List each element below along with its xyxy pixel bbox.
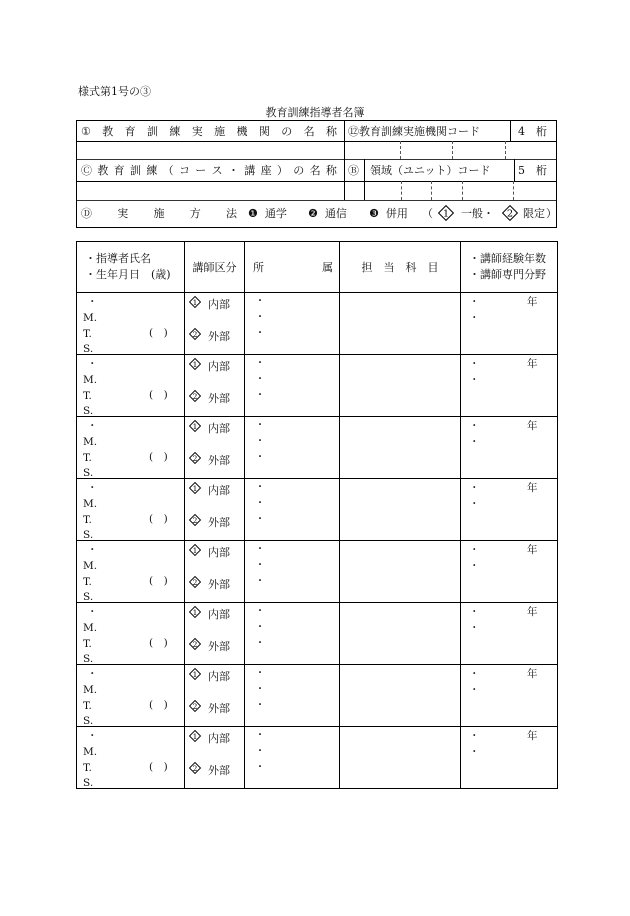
label-char: ス xyxy=(211,164,223,177)
affiliation-bullet: ・ xyxy=(255,482,265,493)
name-cell[interactable] xyxy=(77,603,185,665)
era-taisho: T. xyxy=(83,576,92,588)
affiliation-header xyxy=(245,242,340,293)
era-meiji: M. xyxy=(83,684,98,696)
age-paren: ( ) xyxy=(149,513,168,525)
name-bullet: ・ xyxy=(87,420,98,432)
code-cell-divider xyxy=(401,181,402,200)
page-title: 教育訓練指導者名簿 xyxy=(265,106,365,119)
diamond-2-icon[interactable] xyxy=(189,576,201,588)
label-char: コ xyxy=(178,164,190,177)
divider xyxy=(514,159,515,181)
kubun-cell[interactable] xyxy=(185,727,245,789)
divider xyxy=(77,159,556,160)
subject-cell[interactable] xyxy=(340,541,461,603)
name-header-line2: ・生年月日 (歳) xyxy=(85,268,171,281)
diamond-1-icon[interactable] xyxy=(189,296,201,308)
name-bullet: ・ xyxy=(87,544,98,556)
subject-cell[interactable] xyxy=(340,727,461,789)
subject-cell[interactable] xyxy=(340,479,461,541)
affiliation-bullet: ・ xyxy=(255,328,265,339)
method-option-3 xyxy=(369,208,408,219)
internal-label: 内部 xyxy=(208,360,230,373)
field-bullet: ・ xyxy=(469,312,480,324)
institution-name-label xyxy=(81,126,337,137)
years-unit: 年 xyxy=(527,358,538,370)
subject-cell[interactable] xyxy=(340,603,461,665)
internal-label: 内部 xyxy=(208,670,230,683)
label-char: 称 xyxy=(325,164,337,177)
svg-text:2: 2 xyxy=(506,208,514,220)
label-char: 実 xyxy=(117,207,129,220)
label-char: 実 xyxy=(191,125,203,138)
label-char: 育 xyxy=(113,164,125,177)
label-char: 訓 xyxy=(129,164,141,177)
years-unit: 年 xyxy=(527,544,538,556)
table-header-row xyxy=(77,242,558,293)
diamond-2-icon[interactable] xyxy=(189,328,201,340)
affiliation-bullet: ・ xyxy=(255,452,265,463)
age-paren: ( ) xyxy=(149,699,168,711)
diamond-2-icon[interactable] xyxy=(189,762,201,774)
method-label: 通学 xyxy=(264,207,287,220)
affiliation-cell[interactable] xyxy=(245,355,340,417)
table-row xyxy=(77,727,558,789)
affiliation-cell[interactable] xyxy=(245,479,340,541)
era-showa: S. xyxy=(83,405,94,417)
diamond-1-icon[interactable] xyxy=(189,544,201,556)
field-bullet: ・ xyxy=(469,560,480,572)
svg-text:2: 2 xyxy=(192,577,198,587)
table-row xyxy=(77,665,558,727)
internal-label: 内部 xyxy=(208,484,230,497)
diamond-1-icon[interactable] xyxy=(189,606,201,618)
kubun-cell[interactable] xyxy=(185,665,245,727)
subject-cell[interactable] xyxy=(340,417,461,479)
affiliation-cell[interactable] xyxy=(245,603,340,665)
era-showa: S. xyxy=(83,777,94,789)
divider xyxy=(77,181,556,182)
affiliation-bullet: ・ xyxy=(255,638,265,649)
name-header-line1: ・指導者氏名 xyxy=(85,252,151,265)
code-cell-divider xyxy=(431,181,432,200)
label-char: 機 xyxy=(236,125,248,138)
diamond-2-icon xyxy=(502,205,518,221)
affiliation-cell[interactable] xyxy=(245,541,340,603)
svg-text:1: 1 xyxy=(192,421,198,431)
name-bullet: ・ xyxy=(87,482,98,494)
label-char: 練 xyxy=(169,125,181,138)
institution-code-digits: 4 桁 xyxy=(518,125,547,138)
experience-bullet: ・ xyxy=(469,730,480,742)
affiliation-bullet: ・ xyxy=(255,312,265,323)
label-char: 方 xyxy=(189,207,201,220)
age-paren: ( ) xyxy=(149,327,168,339)
experience-cell[interactable] xyxy=(461,541,558,603)
name-cell[interactable] xyxy=(77,479,185,541)
age-paren: ( ) xyxy=(149,451,168,463)
era-taisho: T. xyxy=(83,514,92,526)
subject-header-label: 担 当 科 目 xyxy=(361,261,439,274)
name-cell[interactable] xyxy=(77,665,185,727)
affiliation-bullet: ・ xyxy=(255,606,265,617)
course-name-label xyxy=(81,165,337,176)
name-cell[interactable] xyxy=(77,355,185,417)
age-paren: ( ) xyxy=(149,389,168,401)
experience-cell[interactable] xyxy=(461,417,558,479)
name-bullet: ・ xyxy=(87,730,98,742)
label-char: 講 xyxy=(244,164,256,177)
name-bullet: ・ xyxy=(87,296,98,308)
kubun-cell[interactable] xyxy=(185,355,245,417)
svg-text:2: 2 xyxy=(192,763,198,773)
experience-cell[interactable] xyxy=(461,355,558,417)
field-bullet: ・ xyxy=(469,622,480,634)
table-row xyxy=(77,355,558,417)
affiliation-bullet: ・ xyxy=(255,762,265,773)
field-bullet: ・ xyxy=(469,684,480,696)
diamond-2-icon[interactable] xyxy=(189,514,201,526)
svg-text:1: 1 xyxy=(192,607,198,617)
svg-text:2: 2 xyxy=(192,391,198,401)
age-paren: ( ) xyxy=(149,575,168,587)
era-taisho: T. xyxy=(83,328,92,340)
affiliation-bullet: ・ xyxy=(255,374,265,385)
table-row xyxy=(77,479,558,541)
svg-text:1: 1 xyxy=(192,297,198,307)
experience-header-line1: ・講師経験年数 xyxy=(469,252,546,265)
subject-cell[interactable] xyxy=(340,293,461,355)
diamond-1-icon[interactable] xyxy=(189,730,201,742)
diamond-1-icon[interactable] xyxy=(189,668,201,680)
method-label: 通信 xyxy=(324,207,347,220)
institution-code-label: ⑫教育訓練実施機関コード xyxy=(348,125,480,138)
affiliation-bullet: ・ xyxy=(255,420,265,431)
domain-code-digits: 5 桁 xyxy=(518,164,547,177)
affiliation-header-right: 属 xyxy=(322,261,333,274)
table-row xyxy=(77,417,558,479)
era-meiji: M. xyxy=(83,374,98,386)
experience-cell[interactable] xyxy=(461,479,558,541)
delivery-method-label xyxy=(81,208,237,219)
experience-bullet: ・ xyxy=(469,606,480,618)
affiliation-bullet: ・ xyxy=(255,746,265,757)
era-meiji: M. xyxy=(83,436,98,448)
era-meiji: M. xyxy=(83,560,98,572)
kubun-header xyxy=(185,242,245,293)
svg-text:1: 1 xyxy=(192,669,198,679)
diamond-1-icon[interactable] xyxy=(189,358,201,370)
experience-bullet: ・ xyxy=(469,482,480,494)
years-unit: 年 xyxy=(527,296,538,308)
affiliation-bullet: ・ xyxy=(255,390,265,401)
name-bullet: ・ xyxy=(87,358,98,370)
header-box xyxy=(76,120,557,228)
affiliation-bullet: ・ xyxy=(255,668,265,679)
svg-text:1: 1 xyxy=(192,731,198,741)
diamond-2-icon[interactable] xyxy=(189,390,201,402)
label-char: 名 xyxy=(303,125,315,138)
internal-label: 内部 xyxy=(208,608,230,621)
diamond-1-icon[interactable] xyxy=(189,420,201,432)
years-unit: 年 xyxy=(527,730,538,742)
diamond-2-icon[interactable] xyxy=(189,638,201,650)
divider xyxy=(77,200,556,201)
label-char: 訓 xyxy=(147,125,158,138)
label-char: 法 xyxy=(226,207,237,220)
open-paren: （ xyxy=(422,207,433,220)
label-char: ー xyxy=(195,164,207,177)
label-char: の xyxy=(281,125,293,138)
experience-cell[interactable] xyxy=(461,603,558,665)
table-row xyxy=(77,603,558,665)
kubun-header-label: 講師区分 xyxy=(192,261,237,274)
divider xyxy=(510,121,511,141)
general-label: 一般・ xyxy=(461,207,494,220)
era-showa: S. xyxy=(83,715,94,727)
label-char: ・ xyxy=(227,164,239,177)
age-paren: ( ) xyxy=(149,761,168,773)
svg-text:2: 2 xyxy=(192,329,198,339)
name-cell[interactable] xyxy=(77,727,185,789)
filled-circle-1-icon: ❶ xyxy=(248,207,258,220)
label-char: （ xyxy=(162,164,174,177)
label-char: 教 xyxy=(97,164,109,177)
label-char: Ⓒ xyxy=(81,164,92,177)
experience-bullet: ・ xyxy=(469,420,480,432)
subject-cell[interactable] xyxy=(340,665,461,727)
years-unit: 年 xyxy=(527,668,538,680)
affiliation-bullet: ・ xyxy=(255,700,265,711)
label-char: の xyxy=(293,164,305,177)
name-cell[interactable] xyxy=(77,417,185,479)
affiliation-cell[interactable] xyxy=(245,417,340,479)
external-label: 外部 xyxy=(208,454,230,467)
code-cell-divider xyxy=(462,181,463,200)
affiliation-bullet: ・ xyxy=(255,730,265,741)
experience-header xyxy=(461,242,558,293)
affiliation-cell[interactable] xyxy=(245,727,340,789)
affiliation-bullet: ・ xyxy=(255,514,265,525)
method-option-1 xyxy=(248,208,287,219)
label-char: 座 xyxy=(260,164,272,177)
diamond-1-icon[interactable] xyxy=(189,482,201,494)
external-label: 外部 xyxy=(208,578,230,591)
form-number: 様式第1号の③ xyxy=(78,85,151,98)
external-label: 外部 xyxy=(208,392,230,405)
affiliation-cell[interactable] xyxy=(245,293,340,355)
kubun-cell[interactable] xyxy=(185,417,245,479)
external-label: 外部 xyxy=(208,764,230,777)
affiliation-header-left: 所 xyxy=(253,261,264,274)
table-row xyxy=(77,293,558,355)
instructor-table xyxy=(76,241,558,789)
era-taisho: T. xyxy=(83,452,92,464)
field-bullet: ・ xyxy=(469,374,480,386)
svg-text:2: 2 xyxy=(192,515,198,525)
affiliation-bullet: ・ xyxy=(255,436,265,447)
divider xyxy=(344,121,345,200)
svg-text:1: 1 xyxy=(442,208,450,220)
name-cell[interactable] xyxy=(77,541,185,603)
svg-text:1: 1 xyxy=(192,359,198,369)
name-header xyxy=(77,242,185,293)
affiliation-bullet: ・ xyxy=(255,358,265,369)
kubun-cell[interactable] xyxy=(185,603,245,665)
era-showa: S. xyxy=(83,467,94,479)
label-char: ① xyxy=(81,125,91,138)
kubun-cell[interactable] xyxy=(185,479,245,541)
subject-header xyxy=(340,242,461,293)
era-taisho: T. xyxy=(83,762,92,774)
kubun-cell[interactable] xyxy=(185,541,245,603)
domain-code-label: Ⓑ 領域（ユニット）コード xyxy=(348,164,491,177)
years-unit: 年 xyxy=(527,606,538,618)
era-meiji: M. xyxy=(83,312,98,324)
era-meiji: M. xyxy=(83,746,98,758)
internal-label: 内部 xyxy=(208,546,230,559)
internal-label: 内部 xyxy=(208,732,230,745)
era-taisho: T. xyxy=(83,638,92,650)
field-bullet: ・ xyxy=(469,746,480,758)
label-char: 関 xyxy=(258,125,270,138)
label-char: 教 xyxy=(102,125,114,138)
affiliation-cell[interactable] xyxy=(245,665,340,727)
label-char: 育 xyxy=(124,125,136,138)
external-label: 外部 xyxy=(208,516,230,529)
experience-bullet: ・ xyxy=(469,358,480,370)
label-char: 練 xyxy=(146,164,158,177)
era-taisho: T. xyxy=(83,390,92,402)
experience-header-line2: ・講師専門分野 xyxy=(469,268,546,281)
internal-label: 内部 xyxy=(208,422,230,435)
diamond-1-icon xyxy=(438,205,454,221)
experience-bullet: ・ xyxy=(469,668,480,680)
code-cell-divider xyxy=(505,141,506,159)
svg-text:1: 1 xyxy=(192,545,198,555)
era-showa: S. xyxy=(83,343,94,355)
years-unit: 年 xyxy=(527,420,538,432)
affiliation-bullet: ・ xyxy=(255,498,265,509)
external-label: 外部 xyxy=(208,640,230,653)
label-char: 施 xyxy=(153,207,165,220)
code-cell-divider xyxy=(452,141,453,159)
era-meiji: M. xyxy=(83,622,98,634)
limited-label: 限定 xyxy=(523,207,545,220)
era-showa: S. xyxy=(83,653,94,665)
field-bullet: ・ xyxy=(469,498,480,510)
name-bullet: ・ xyxy=(87,668,98,680)
affiliation-bullet: ・ xyxy=(255,576,265,587)
code-cell-divider xyxy=(400,141,401,159)
affiliation-bullet: ・ xyxy=(255,684,265,695)
name-bullet: ・ xyxy=(87,606,98,618)
age-paren: ( ) xyxy=(149,637,168,649)
external-label: 外部 xyxy=(208,702,230,715)
name-cell[interactable] xyxy=(77,293,185,355)
svg-text:2: 2 xyxy=(192,639,198,649)
era-showa: S. xyxy=(83,591,94,603)
era-showa: S. xyxy=(83,529,94,541)
subject-cell[interactable] xyxy=(340,355,461,417)
kubun-cell[interactable] xyxy=(185,293,245,355)
internal-label: 内部 xyxy=(208,298,230,311)
method-label: 併用 xyxy=(385,207,408,220)
years-unit: 年 xyxy=(527,482,538,494)
affiliation-bullet: ・ xyxy=(255,622,265,633)
diamond-2-icon[interactable] xyxy=(189,700,201,712)
filled-circle-2-icon: ❷ xyxy=(308,207,318,220)
era-meiji: M. xyxy=(83,498,98,510)
method-option-2 xyxy=(308,208,347,219)
label-char: 施 xyxy=(214,125,226,138)
experience-cell[interactable] xyxy=(461,293,558,355)
divider xyxy=(77,141,556,142)
label-char: Ⓓ xyxy=(81,207,92,220)
table-row xyxy=(77,541,558,603)
field-bullet: ・ xyxy=(469,436,480,448)
filled-circle-3-icon: ❸ xyxy=(369,207,379,220)
affiliation-bullet: ・ xyxy=(255,560,265,571)
experience-cell[interactable] xyxy=(461,727,558,789)
experience-cell[interactable] xyxy=(461,665,558,727)
label-char: ） xyxy=(276,164,288,177)
close-paren: ） xyxy=(546,207,557,220)
diamond-2-icon[interactable] xyxy=(189,452,201,464)
experience-bullet: ・ xyxy=(469,296,480,308)
era-taisho: T. xyxy=(83,700,92,712)
external-label: 外部 xyxy=(208,330,230,343)
code-cell-divider xyxy=(513,181,514,200)
svg-text:2: 2 xyxy=(192,453,198,463)
experience-bullet: ・ xyxy=(469,544,480,556)
label-char: 称 xyxy=(326,125,337,138)
svg-text:1: 1 xyxy=(192,483,198,493)
svg-text:2: 2 xyxy=(192,701,198,711)
affiliation-bullet: ・ xyxy=(255,544,265,555)
affiliation-bullet: ・ xyxy=(255,296,265,307)
label-char: 名 xyxy=(309,164,321,177)
